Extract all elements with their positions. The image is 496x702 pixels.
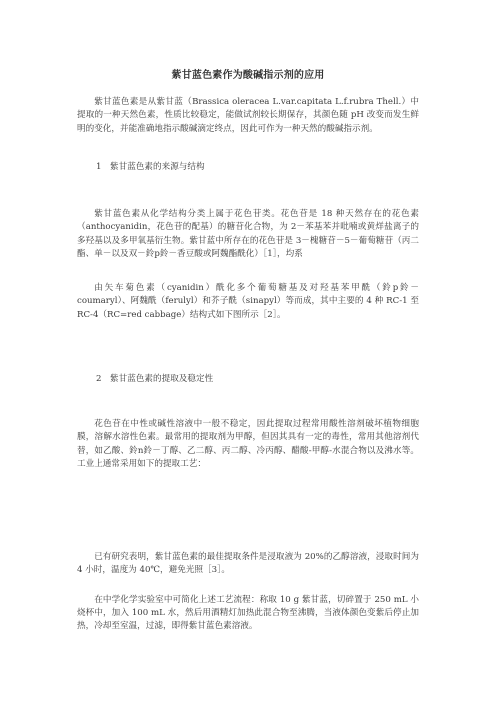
- intro-paragraph: 紫甘蓝色素是从紫甘蓝（Brassica oleracea L.var.capitata L.f.rubra Thell.）中提取的一种天然色素，性质比较稳定，能做试剂较长期保存，其颜色随 pH 改变而发生鲜明的变化，并能准确地指示酸碱滴定终点，因此可作为一种天然的酸碱指示剂。: [77, 97, 419, 134]
- section-1-paragraph-1: 紫甘蓝色素从化学结构分类上属于花色苷类。花色苷是 18 种天然存在的花色素（anthocyanidin，花色苷的配基）的糖苷化合物，为 2－苯基苯并吡喃或黄烊盐离子的多羟基以及多甲氧基衍生物。紫甘蓝中所存在的花色苷是 3－槐糖苷－5－葡萄糖苷（丙二酯、单－以及双－鈴p鈴－香豆酸或阿魏酯酰化）［1］，均系: [77, 209, 419, 260]
- section-1-paragraph-2: 由矢车菊色素（cyanidin）酰化多个葡萄糖基及对羟基苯甲酰（鈴p鈴－coumaryl）、阿魏酰（ferulyl）和芥子酰（sinapyl）等而成，其中主要的 4 种 RC-1 至 RC-4（RC=red cabbage）结构式如下图所示［2］。: [77, 283, 419, 320]
- document-title: 紫甘蓝色素作为酸碱指示剂的应用: [171, 70, 325, 81]
- section-2-paragraph-2: 已有研究表明，紫甘蓝色素的最佳提取条件是浸取液为 20%的乙醇溶液，浸取时间为 4 小时，温度为 40℃，避免光照［3］。: [77, 552, 419, 575]
- section-2-heading: 2 紫甘蓝色素的提取及稳定性: [96, 374, 214, 384]
- section-1-heading: 1 紫甘蓝色素的来源与结构: [96, 162, 205, 172]
- section-2-paragraph-3: 在中学化学实验室中可简化上述工艺流程：称取 10 g 紫甘蓝，切碎置于 250 mL 小烧杯中，加入 100 mL 水，然后用酒精灯加热此混合物至沸腾，当液体颜色变紫后停止加热，冷却至室温，过滤，即得紫甘蓝色素溶液。: [77, 595, 419, 631]
- section-2-paragraph-1: 花色苷在中性或碱性溶液中一般不稳定，因此提取过程常用酸性溶剂破坏植物细胞膜，溶解水溶性色素。最常用的提取剂为甲醇，但因其具有一定的毒性，常用其他溶剂代替，如乙酸、鈴n鈴－丁醇、乙二醇、丙二醇、冷丙醇、醋酸-甲醇-水混合物以及沸水等。工业上通常采用如下的提取工艺：: [77, 419, 419, 470]
